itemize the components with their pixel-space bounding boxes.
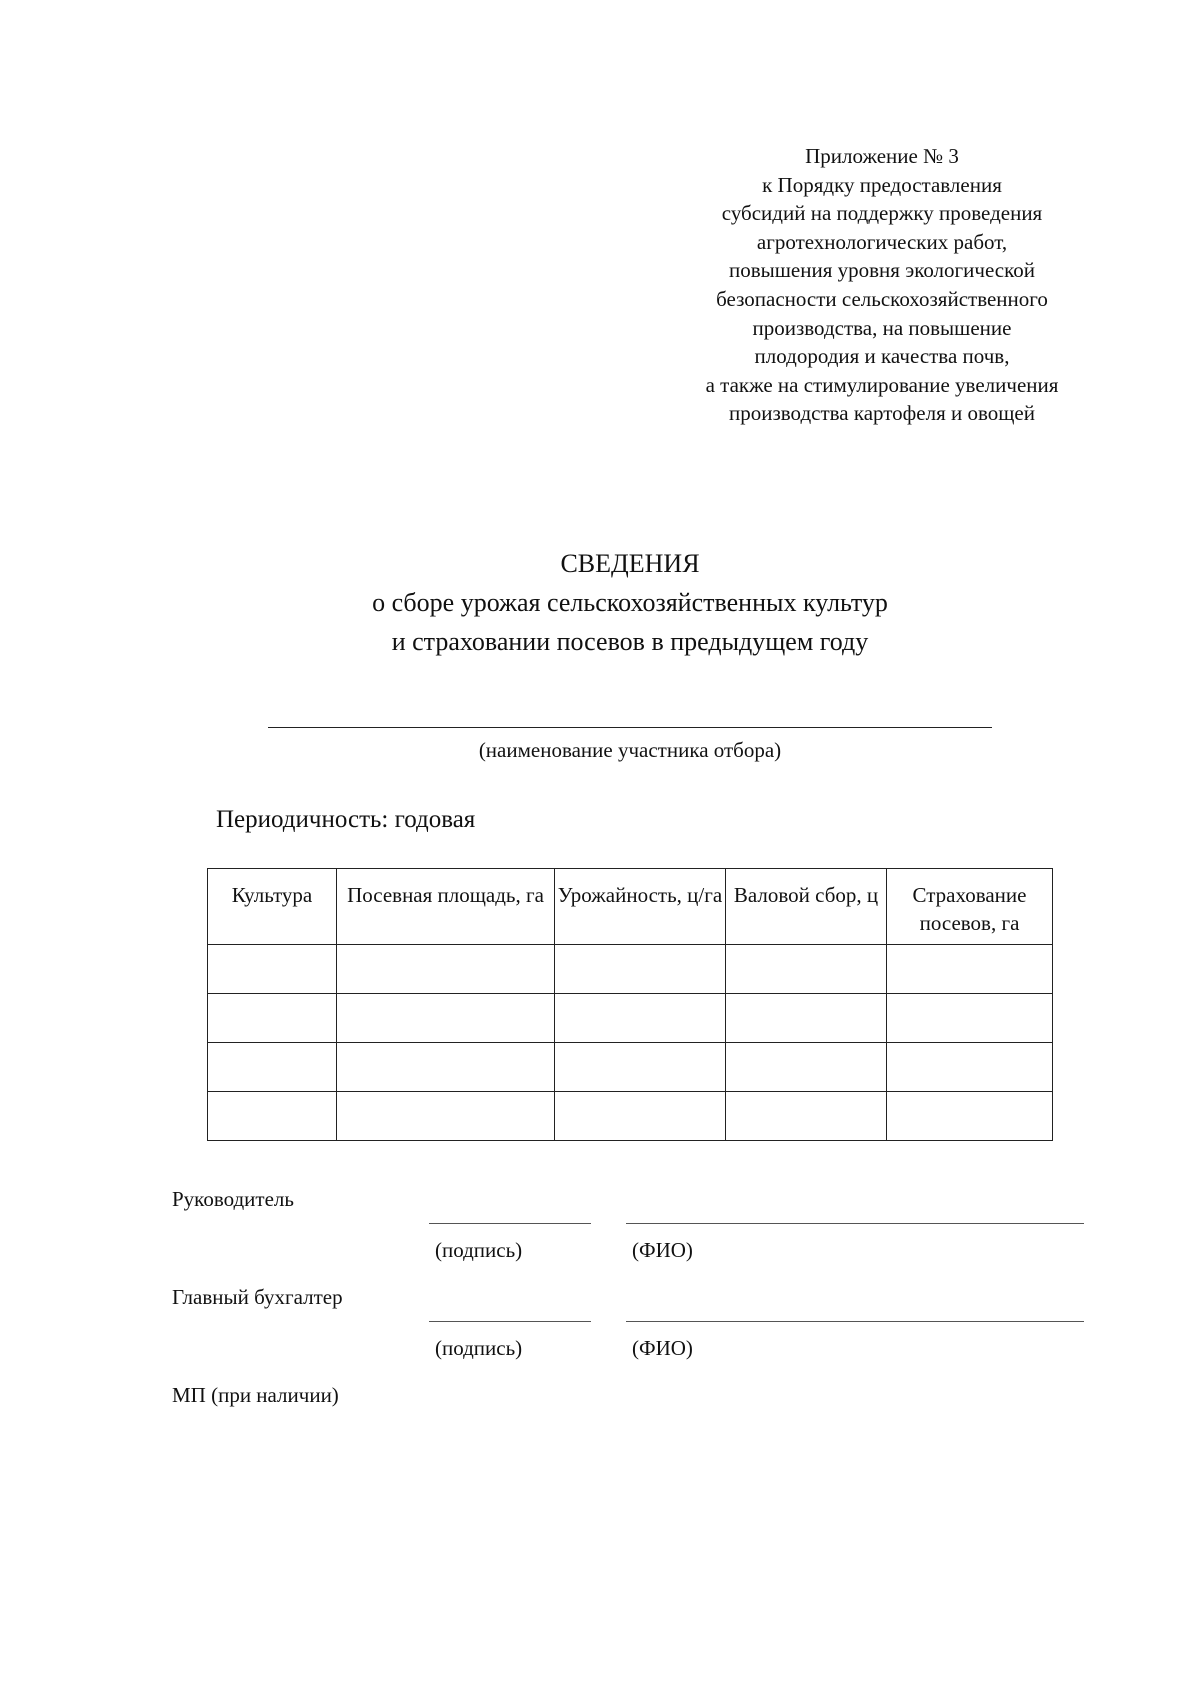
title-subtitle-line-2: и страховании посевов в предыдущем году [391,627,869,656]
table-cell[interactable] [208,1092,337,1141]
appendix-header [662,142,1102,428]
head-signature-field[interactable] [429,1223,591,1224]
head-name-field[interactable] [626,1223,1084,1224]
table-cell[interactable] [887,1043,1053,1092]
title-subtitle-line-1: о сборе урожая сельскохозяйственных культур [372,588,888,617]
table-cell[interactable] [726,1092,887,1141]
appendix-line: а также на стимулирование увеличения [705,372,1059,397]
title-heading: СВЕДЕНИЯ [560,549,700,578]
appendix-line: безопасности сельскохозяйственного [716,286,1048,311]
table-cell[interactable] [555,994,726,1043]
appendix-line: производства, на повышение [752,315,1012,340]
column-header-insurance: Страхование посевов, га [887,869,1053,945]
appendix-line: субсидий на поддержку проведения [721,201,1043,226]
accountant-label: Главный бухгалтер [172,1285,343,1309]
head-signature-caption: (подпись) [435,1238,523,1262]
table-row [208,1043,1053,1092]
column-header-sown-area: Посевная площадь, га [337,869,555,945]
participant-name-field[interactable] [268,727,992,728]
participant-name-caption: (наименование участника отбора) [478,738,782,762]
table-cell[interactable] [887,1092,1053,1141]
appendix-line: производства картофеля и овощей [729,401,1035,426]
table-row [208,1092,1053,1141]
appendix-line: Приложение № 3 [805,144,959,168]
table-cell[interactable] [887,994,1053,1043]
document-title [250,544,1010,661]
table-cell[interactable] [208,945,337,994]
table-header-row [208,869,1053,945]
appendix-line: повышения уровня экологической [728,258,1035,283]
appendix-line: к Порядку предоставления [762,172,1002,197]
periodicity-label: Периодичность: годовая [216,806,476,833]
accountant-signature-field[interactable] [429,1321,591,1322]
table-cell[interactable] [337,1043,555,1092]
accountant-name-caption: (ФИО) [632,1336,693,1360]
table-cell[interactable] [208,1043,337,1092]
table-row [208,994,1053,1043]
table-cell[interactable] [337,994,555,1043]
table-cell[interactable] [555,1043,726,1092]
column-header-crop: Культура [208,869,337,945]
table-cell[interactable] [887,945,1053,994]
head-label: Руководитель [172,1187,294,1211]
appendix-line: агротехнологических работ, [756,229,1008,254]
column-header-yield: Урожайность, ц/га [555,869,726,945]
accountant-name-field[interactable] [626,1321,1084,1322]
table-cell[interactable] [555,945,726,994]
column-header-gross-harvest: Валовой сбор, ц [726,869,887,945]
table-cell[interactable] [726,1043,887,1092]
table-cell[interactable] [208,994,337,1043]
table-cell[interactable] [726,945,887,994]
harvest-table [207,868,1053,1141]
appendix-line: плодородия и качества почв, [754,344,1010,369]
head-name-caption: (ФИО) [632,1238,693,1262]
table-cell[interactable] [555,1092,726,1141]
table-cell[interactable] [337,1092,555,1141]
table-row [208,945,1053,994]
table-cell[interactable] [726,994,887,1043]
table-cell[interactable] [337,945,555,994]
seal-label: МП (при наличии) [172,1383,339,1407]
accountant-signature-caption: (подпись) [435,1336,523,1360]
